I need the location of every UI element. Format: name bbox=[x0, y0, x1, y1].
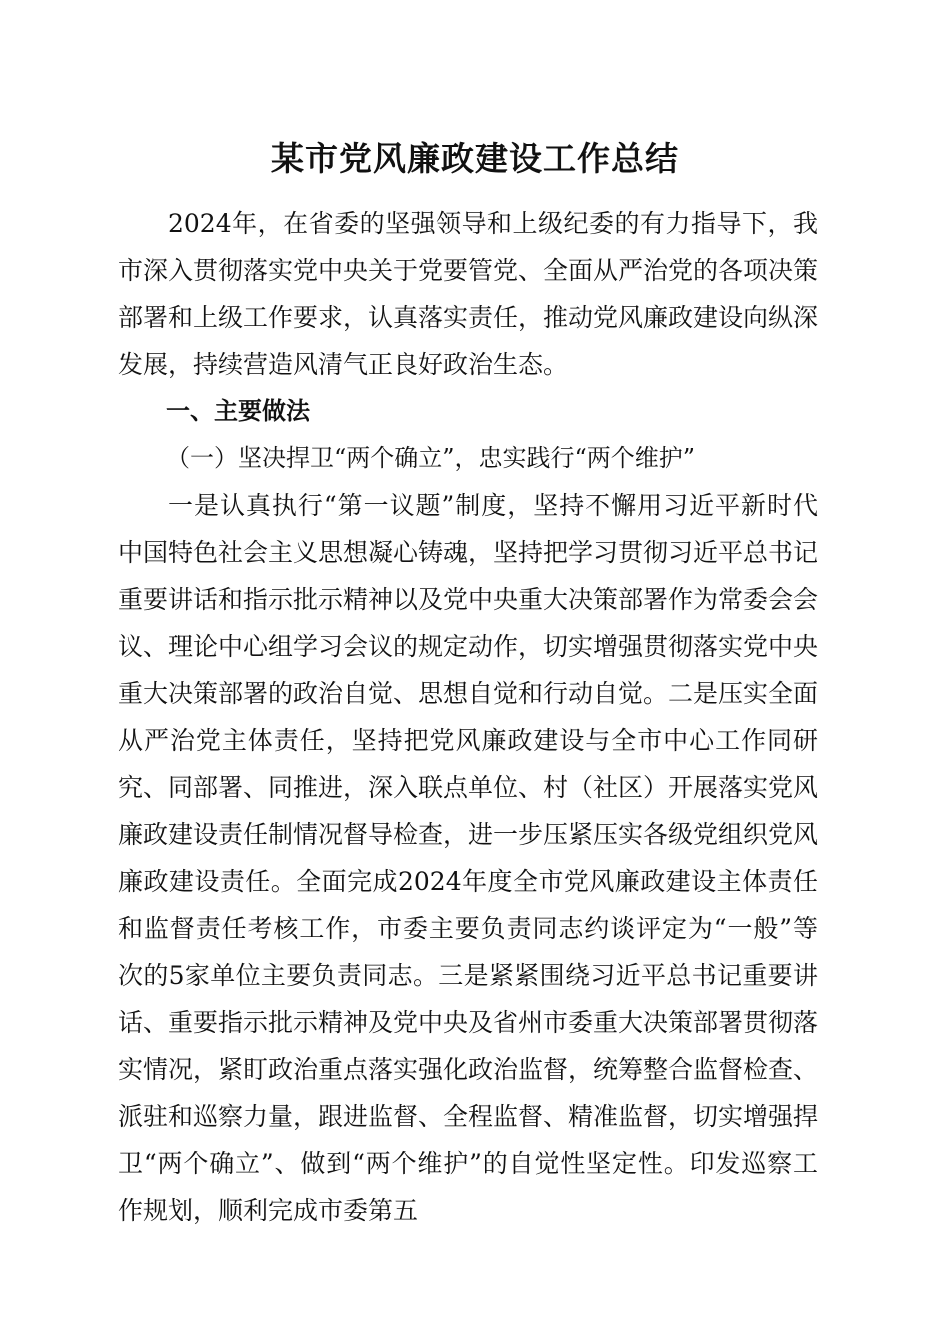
body-paragraph: 一是认真执行“第一议题”制度，坚持不懈用习近平新时代中国特色社会主义思想凝心铸魂，坚持把学习贯彻习近平总书记重要讲话和指示批示精神以及党中央重大决策部署作为常委会会议、理论中心组学习会议的规定动作，切实增强贯彻落实党中央重大决策部署的政治自觉、思想自觉和行动自觉。二是压实全面从严治党主体责任，坚持把党风廉政建设与全市中心工作同研究、同部署、同推进，深入联点单位、村（社区）开展落实党风廉政建设责任制情况督导检查，进一步压紧压实各级党组织党风廉政建设责任。全面完成2024年度全市党风廉政建设主体责任和监督责任考核工作，市委主要负责同志约谈评定为“一般”等次的5家单位主要负责同志。三是紧紧围绕习近平总书记重要讲话、重要指示批示精神及党中央及省州市委重大决策部署贯彻落实情况，紧盯政治重点落实强化政治监督，统筹整合监督检查、派驻和巡察力量，跟进监督、全程监督、精准监督，切实增强捍卫“两个确立”、做到“两个维护”的自觉性坚定性。印发巡察工作规划，顺利完成市委第五 bbox=[118, 491, 819, 1225]
document-title: 某市党风廉政建设工作总结 bbox=[271, 139, 679, 178]
subsection-heading: （一）坚决捍卫“两个确立”，忠实践行“两个维护” bbox=[166, 444, 696, 472]
section-heading: 一、主要做法 bbox=[166, 397, 310, 425]
document-body bbox=[118, 200, 818, 1234]
intro-paragraph: 2024年，在省委的坚强领导和上级纪委的有力指导下，我市深入贯彻落实党中央关于党要管党、全面从严治党的各项决策部署和上级工作要求，认真落实责任，推动党风廉政建设向纵深发展，持续营造风清气正良好政治生态。 bbox=[118, 209, 819, 379]
